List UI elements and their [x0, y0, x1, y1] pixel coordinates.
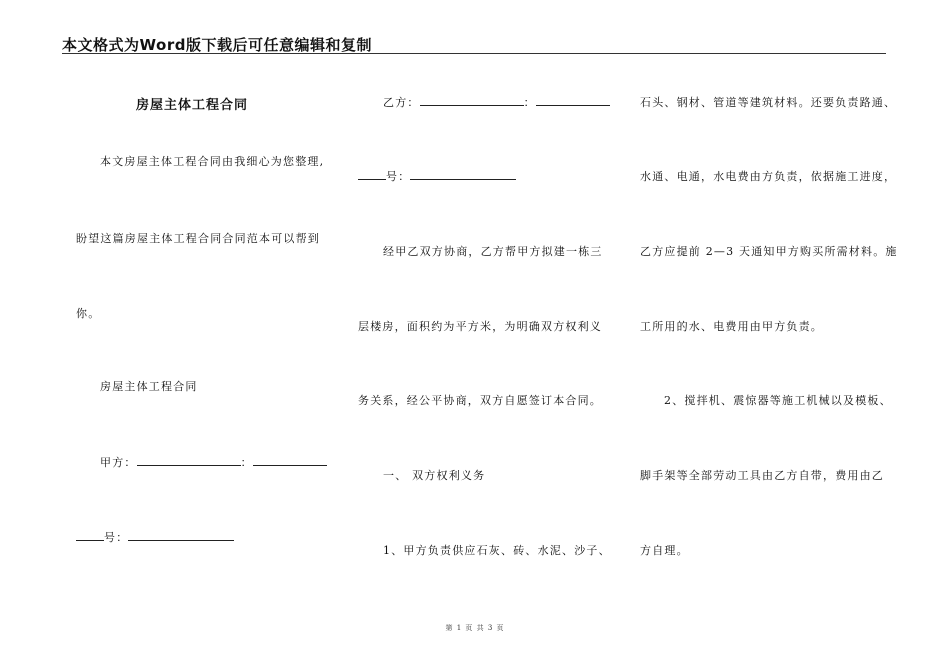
header-divider	[62, 53, 886, 54]
page-number-footer: 第 1 页 共 3 页	[445, 624, 505, 632]
item-1-line-1: 1、甲方负责供应石灰、砖、水泥、沙子、	[383, 544, 611, 557]
party-b-id-label: 号：	[386, 170, 411, 183]
document-header: 本文格式为Word版下载后可任意编辑和复制	[62, 36, 372, 54]
item-1-line-5: 工所用的水、电费用由甲方负责。	[640, 320, 823, 333]
party-a-id-line	[76, 529, 234, 545]
item-1-line-4: 乙方应提前 2—3 天通知甲方购买所需材料。施	[640, 245, 898, 258]
party-a-label: 甲方：	[100, 456, 137, 469]
party-a-id-label: 号：	[104, 531, 129, 544]
party-b-id-line	[358, 168, 516, 184]
paragraph-1-line-2: 层楼房，面积约为平方米，为明确双方权利义	[358, 320, 602, 333]
intro-line-2: 盼望这篇房屋主体工程合同合同范本可以帮到	[76, 232, 320, 245]
party-b-name-blank	[420, 95, 524, 106]
item-2-line-1: 2、搅拌机、震惊器等施工机械以及模板、	[664, 394, 892, 407]
paragraph-1-line-1: 经甲乙双方协商，乙方帮甲方拟建一栋三	[383, 245, 603, 258]
contract-title: 房屋主体工程合同	[100, 380, 198, 393]
item-1-line-3: 水通、电通，水电费由方负责，依据施工进度，	[640, 170, 897, 183]
party-a-id-prefix-blank	[76, 530, 104, 541]
intro-line-1: 本文房屋主体工程合同由我细心为您整理,	[100, 155, 325, 168]
party-a-extra-blank	[253, 455, 327, 466]
intro-line-3: 你。	[76, 307, 101, 320]
party-a-colon: ：	[240, 456, 253, 469]
party-b-label: 乙方：	[383, 96, 420, 109]
item-2-line-3: 方自理。	[640, 544, 689, 557]
party-a-line	[100, 454, 327, 470]
party-b-line	[383, 94, 610, 110]
party-a-id-blank	[128, 530, 234, 541]
party-b-extra-blank	[536, 95, 610, 106]
party-a-name-blank	[137, 455, 241, 466]
party-b-id-prefix-blank	[358, 169, 386, 180]
section-heading-1: 一、 双方权利义务	[383, 469, 486, 482]
party-b-colon: ：	[523, 96, 536, 109]
paragraph-1-line-3: 务关系，经公平协商，双方自愿签订本合同。	[358, 394, 602, 407]
item-1-line-2: 石头、钢材、管道等建筑材料。还要负责路通、	[640, 96, 897, 109]
document-title: 房屋主体工程合同	[136, 98, 249, 113]
party-b-id-blank	[410, 169, 516, 180]
item-2-line-2: 脚手架等全部劳动工具由乙方自带，费用由乙	[640, 469, 884, 482]
